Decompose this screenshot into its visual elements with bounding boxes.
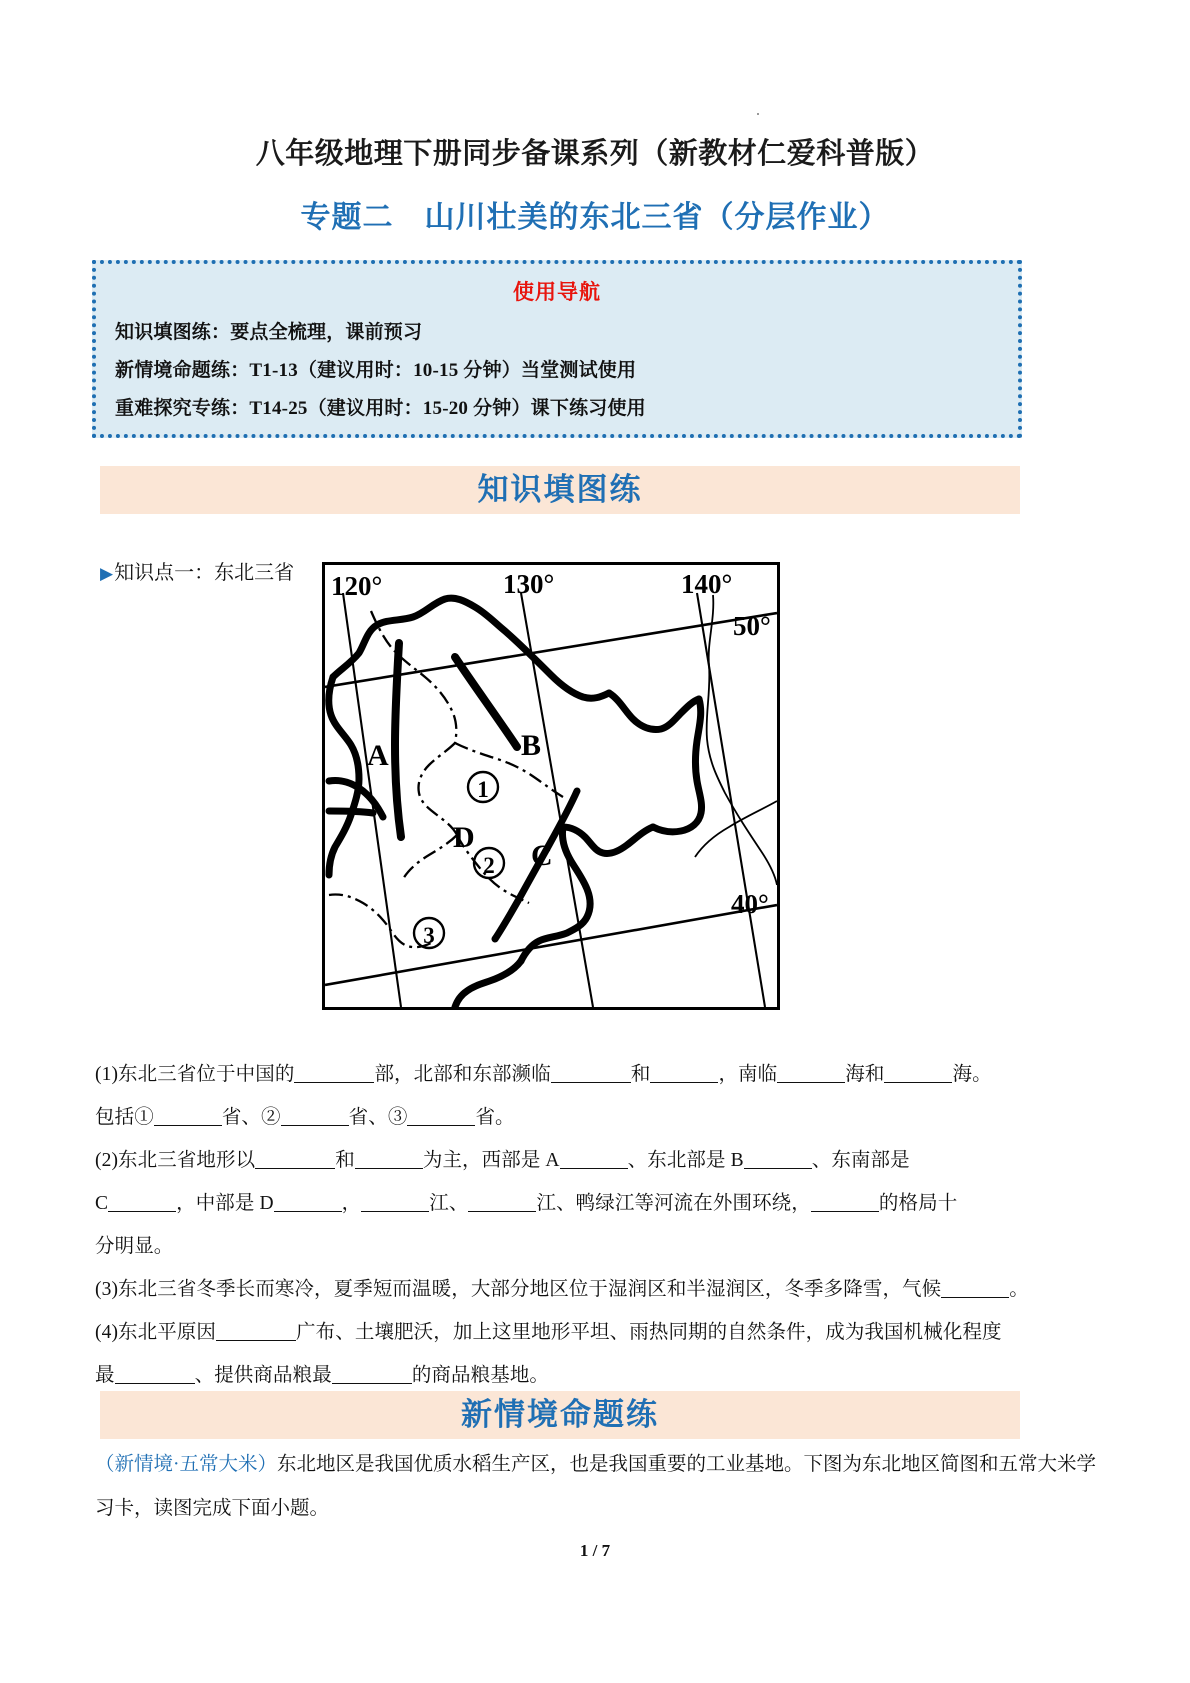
question-2-line-2 — [95, 1182, 1100, 1225]
q2-blank-7[interactable] — [361, 1211, 429, 1212]
q4-blank-3[interactable] — [332, 1383, 412, 1384]
question-3-line-1 — [95, 1268, 1100, 1311]
q2b-seg-6: 的格局十 — [878, 1193, 958, 1214]
q1-seg-6: 海。 — [952, 1064, 992, 1085]
q1-seg-2: 部，北部和东部濒临 — [374, 1064, 551, 1085]
q2-seg-5: 、东南部是 — [811, 1150, 910, 1171]
northeast-china-map-figure — [322, 562, 780, 1010]
q2-seg-4: 、东北部是 B — [627, 1150, 744, 1171]
map-svg — [325, 565, 777, 1007]
q2b-seg-3: ， — [341, 1193, 362, 1214]
map-label-B: B — [521, 729, 542, 762]
map-label-1: 1 — [477, 777, 489, 802]
q2-blank-3[interactable] — [560, 1168, 628, 1169]
lon-label-120: 120° — [331, 571, 383, 601]
section-banner-new-scene-label: 新情境命题练 — [461, 1397, 659, 1432]
map-label-C: C — [531, 839, 553, 872]
usage-navigation-line-2: 新情境命题练：T1-13（建议用时：10-15 分钟）当堂测试使用 — [115, 360, 637, 381]
lat-label-40: 40° — [731, 889, 769, 919]
question-1-line-1 — [95, 1053, 1100, 1096]
page-title-main: 八年级地理下册同步备课系列（新教材仁爱科普版） — [255, 138, 935, 170]
question-2 — [95, 1139, 1100, 1268]
question-2-line-3: 分明显。 — [95, 1236, 174, 1257]
map-label-3: 3 — [423, 923, 435, 948]
q1-blank-1[interactable] — [294, 1082, 374, 1083]
map-label-2: 2 — [483, 853, 495, 878]
scene-body: 东北地区是我国优质水稻生产区，也是我国重要的工业基地。下图为东北地区简图和五常大米学习卡，读图完成下面小题。 — [95, 1454, 1097, 1519]
q1b-seg-3: 省、③ — [348, 1107, 408, 1128]
q1-blank-5[interactable] — [884, 1082, 952, 1083]
page-artifact-dot — [757, 113, 759, 115]
usage-navigation-line-1: 知识填图练：要点全梳理，课前预习 — [115, 322, 423, 343]
question-4-line-1 — [95, 1311, 1100, 1354]
q2b-seg-2: ，中部是 D — [176, 1193, 274, 1214]
section-banner-new-scene — [100, 1391, 1020, 1439]
knowledge-point-label: 知识点一：东北三省 — [114, 562, 295, 584]
question-3 — [95, 1268, 1100, 1311]
q1-blank-4[interactable] — [777, 1082, 845, 1083]
q3-blank-1[interactable] — [941, 1297, 1009, 1298]
q3-seg-2: 。 — [1009, 1279, 1029, 1300]
usage-navigation-box — [92, 260, 1022, 438]
q2-blank-9[interactable] — [811, 1211, 879, 1212]
knowledge-point-heading — [100, 556, 294, 585]
q2-blank-4[interactable] — [744, 1168, 812, 1169]
q4-blank-2[interactable] — [115, 1383, 195, 1384]
page-title-sub: 专题二 山川壮美的东北三省（分层作业） — [300, 201, 890, 234]
q2-blank-2[interactable] — [355, 1168, 423, 1169]
q1b-seg-1: 包括① — [95, 1107, 154, 1128]
q1-blank-6[interactable] — [154, 1125, 222, 1126]
usage-navigation-heading: 使用导航 — [513, 280, 601, 304]
q4b-seg-3: 的商品粮基地。 — [411, 1365, 550, 1386]
triangle-bullet-icon: ▶ — [100, 564, 114, 583]
q4b-seg-2: 、提供商品粮最 — [194, 1365, 332, 1386]
q2-seg-3: 为主，西部是 A — [422, 1150, 560, 1171]
map-label-A: A — [367, 739, 389, 772]
q2-blank-1[interactable] — [255, 1168, 335, 1169]
q3-seg-1: (3)东北三省冬季长而寒冷，夏季短而温暖，大部分地区位于湿润区和半湿润区，冬季多降雪，气候 — [95, 1279, 942, 1300]
q1-seg-1: (1)东北三省位于中国的 — [95, 1064, 295, 1085]
q2b-seg-4: 江、 — [429, 1193, 469, 1214]
q4-blank-1[interactable] — [216, 1340, 296, 1341]
scene-paragraph — [95, 1443, 1100, 1531]
q4b-seg-1: 最 — [95, 1365, 115, 1386]
page-footer: 1 / 7 — [579, 1541, 611, 1560]
section-banner-fill-map — [100, 466, 1020, 514]
q1-seg-5: 海和 — [845, 1064, 885, 1085]
q1b-seg-2: 省、② — [221, 1107, 281, 1128]
q2b-seg-5: 江、鸭绿江等河流在外围环绕， — [536, 1193, 811, 1214]
q2b-seg-1: C — [95, 1193, 109, 1214]
scene-tag: （新情境·五常大米） — [95, 1454, 277, 1475]
question-4 — [95, 1311, 1100, 1397]
q2-blank-5[interactable] — [108, 1211, 176, 1212]
q2-blank-6[interactable] — [274, 1211, 342, 1212]
q1-seg-4: ，南临 — [718, 1064, 778, 1085]
lon-label-140: 140° — [681, 569, 733, 599]
lat-label-50: 50° — [733, 611, 771, 641]
q2-seg-2: 和 — [335, 1150, 355, 1171]
q1b-seg-4: 省。 — [475, 1107, 515, 1128]
usage-navigation-line-3: 重难探究专练：T14-25（建议用时：15-20 分钟）课下练习使用 — [115, 398, 646, 419]
question-1 — [95, 1053, 1100, 1139]
q2-seg-1: (2)东北三省地形以 — [95, 1150, 256, 1171]
lon-label-130: 130° — [503, 569, 555, 599]
q1-seg-3: 和 — [630, 1064, 651, 1085]
q2-blank-8[interactable] — [468, 1211, 536, 1212]
question-1-line-2 — [95, 1096, 1100, 1139]
q4-seg-2: 广布、土壤肥沃，加上这里地形平坦、雨热同期的自然条件，成为我国机械化程度 — [296, 1322, 1002, 1343]
q1-blank-8[interactable] — [407, 1125, 475, 1126]
q4-seg-1: (4)东北平原因 — [95, 1322, 217, 1343]
section-banner-fill-map-label: 知识填图练 — [477, 472, 643, 507]
q1-blank-7[interactable] — [281, 1125, 349, 1126]
q1-blank-2[interactable] — [551, 1082, 631, 1083]
q1-blank-3[interactable] — [650, 1082, 718, 1083]
question-2-line-1 — [95, 1139, 1100, 1182]
map-label-D: D — [453, 821, 475, 854]
